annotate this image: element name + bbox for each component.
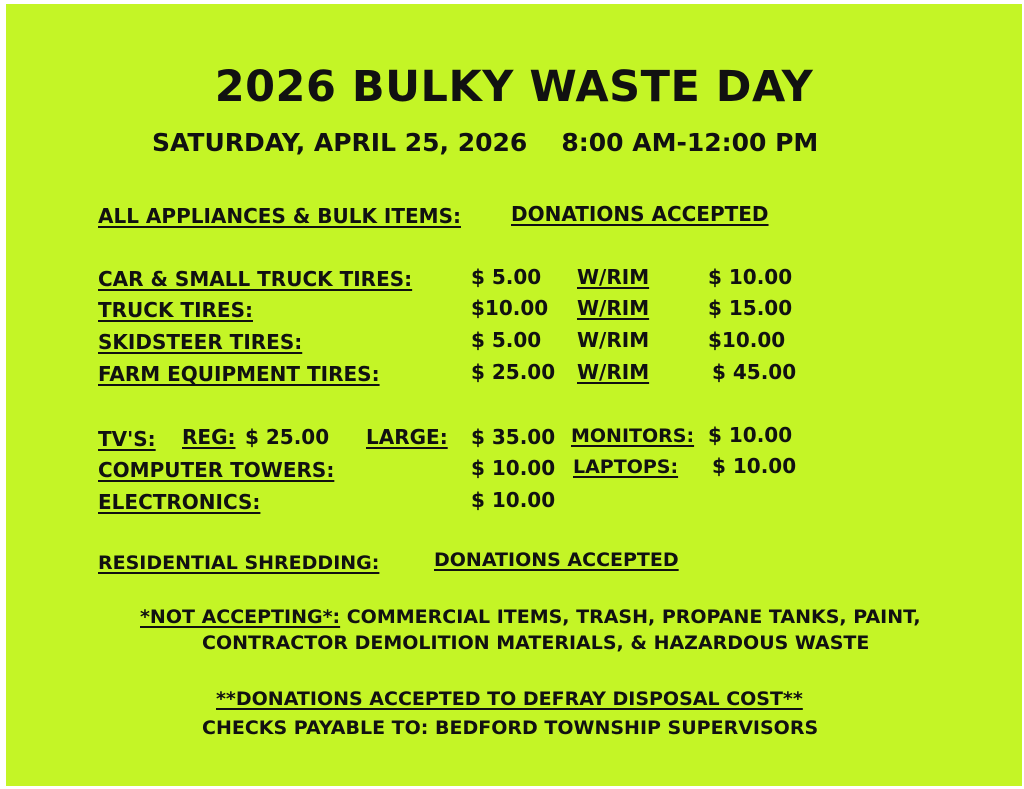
- tire-price-farm: $ 25.00: [471, 360, 556, 384]
- tv-large-price: $ 35.00: [471, 425, 556, 449]
- tire-label-car: CAR & SMALL TRUCK TIRES:: [98, 267, 413, 291]
- tv-reg-label: REG:: [182, 425, 236, 449]
- flyer-sheet: [6, 4, 1022, 786]
- tire-rim-price-farm: $ 45.00: [712, 360, 797, 384]
- tire-price-truck: $10.00: [471, 296, 549, 320]
- tire-rim-label-farm: W/RIM: [577, 360, 650, 384]
- tire-rim-price-car: $ 10.00: [708, 265, 793, 289]
- tv-reg-price: $ 25.00: [245, 425, 330, 449]
- shredding-label: RESIDENTIAL SHREDDING:: [98, 552, 380, 574]
- tire-label-farm: FARM EQUIPMENT TIRES:: [98, 362, 380, 386]
- checks-payable: CHECKS PAYABLE TO: BEDFORD TOWNSHIP SUPERVISORS: [202, 717, 819, 739]
- appliances-label: ALL APPLIANCES & BULK ITEMS:: [98, 204, 461, 228]
- tire-price-car: $ 5.00: [471, 265, 542, 289]
- not-accepting-line-1: [140, 606, 921, 628]
- laptops-label: LAPTOPS:: [573, 456, 679, 478]
- event-date-time: [152, 128, 818, 157]
- shredding-value: DONATIONS ACCEPTED: [434, 549, 679, 571]
- tire-rim-price-skidsteer: $10.00: [708, 328, 786, 352]
- tvs-label: TV'S:: [98, 427, 156, 451]
- not-accepting-line-2: CONTRACTOR DEMOLITION MATERIALS, & HAZARDOUS WASTE: [202, 632, 870, 654]
- appliances-value: DONATIONS ACCEPTED: [511, 202, 769, 226]
- monitors-price: $ 10.00: [708, 423, 793, 447]
- not-accepting-label: *NOT ACCEPTING*:: [140, 606, 341, 628]
- tire-label-truck: TRUCK TIRES:: [98, 298, 253, 322]
- donations-note: **DONATIONS ACCEPTED TO DEFRAY DISPOSAL COST**: [216, 688, 803, 710]
- tv-large-label: LARGE:: [366, 425, 448, 449]
- monitors-label: MONITORS:: [571, 425, 695, 447]
- computer-towers-price: $ 10.00: [471, 456, 556, 480]
- tire-rim-label-truck: W/RIM: [577, 296, 650, 320]
- tire-rim-price-truck: $ 15.00: [708, 296, 793, 320]
- tire-rim-label-skidsteer: W/RIM: [577, 328, 650, 352]
- flyer-title: 2026 BULKY WASTE DAY: [214, 62, 814, 112]
- computer-towers-label: COMPUTER TOWERS:: [98, 458, 335, 482]
- electronics-price: $ 10.00: [471, 488, 556, 512]
- event-date: SATURDAY, APRIL 25, 2026: [152, 128, 528, 157]
- tire-label-skidsteer: SKIDSTEER TIRES:: [98, 330, 303, 354]
- tire-rim-label-car: W/RIM: [577, 265, 650, 289]
- event-time: 8:00 AM-12:00 PM: [561, 128, 819, 157]
- tire-price-skidsteer: $ 5.00: [471, 328, 542, 352]
- laptops-price: $ 10.00: [712, 454, 797, 478]
- electronics-label: ELECTRONICS:: [98, 490, 261, 514]
- not-accepting-items-1: COMMERCIAL ITEMS, TRASH, PROPANE TANKS, PAINT,: [340, 606, 921, 628]
